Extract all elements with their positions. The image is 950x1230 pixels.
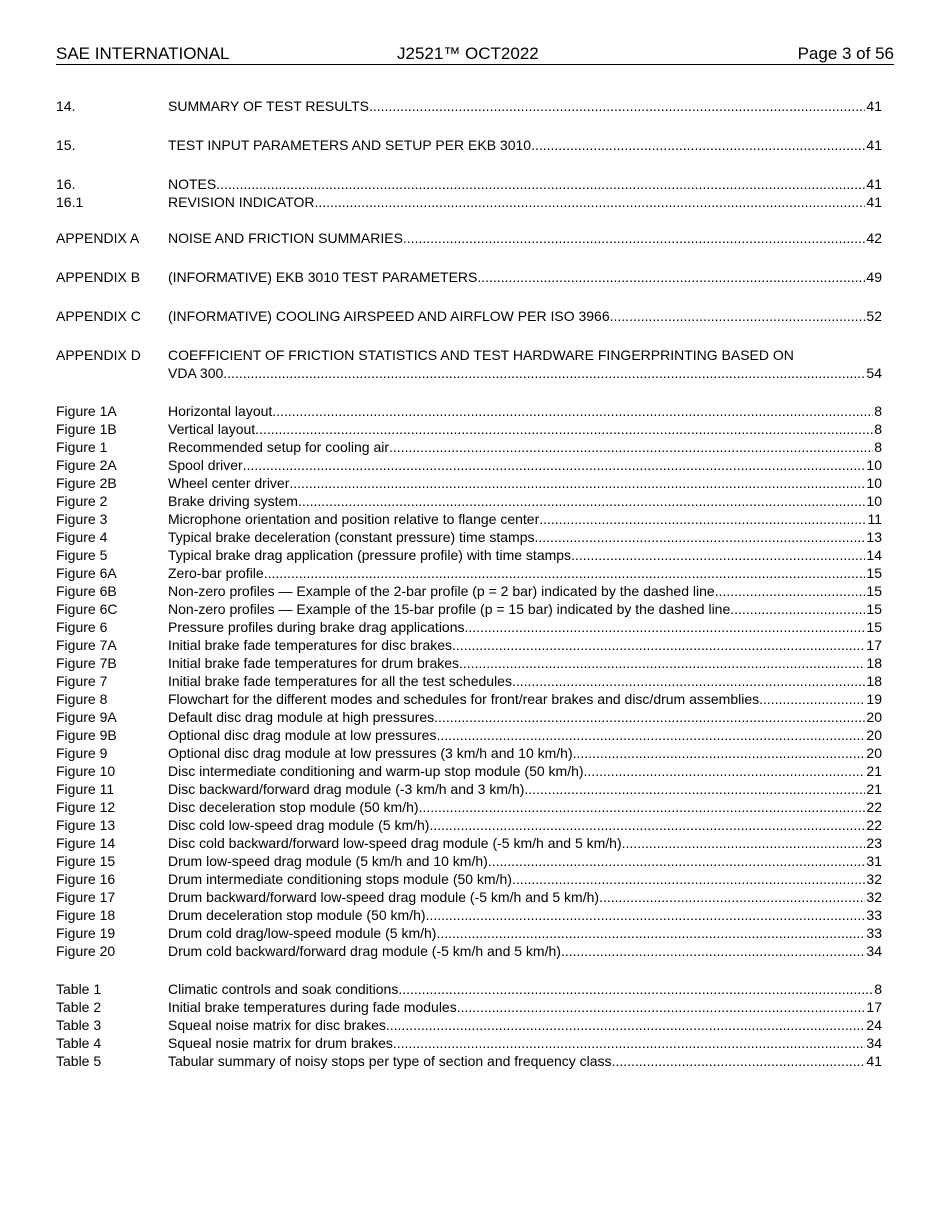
entry-page: 11 xyxy=(867,511,882,527)
figure-entry[interactable] xyxy=(56,762,882,780)
dot-leader xyxy=(289,474,865,492)
entry-title: Typical brake deceleration (constant pressure) time stamps xyxy=(168,529,535,545)
entry-number: Figure 6 xyxy=(56,619,108,635)
entry-number: Figure 7 xyxy=(56,673,108,689)
dot-leader xyxy=(223,364,865,382)
entry-number: Figure 2A xyxy=(56,457,117,473)
dot-leader xyxy=(429,816,865,834)
dot-leader xyxy=(535,528,866,546)
figure-entry[interactable] xyxy=(56,798,882,816)
entry-number: Figure 1A xyxy=(56,403,117,419)
header-document-id: J2521™ OCT2022 xyxy=(397,44,539,63)
entry-number: Table 4 xyxy=(56,1035,102,1051)
entry-title: Initial brake fade temperatures for drum brakes xyxy=(168,655,460,671)
dot-leader xyxy=(315,193,866,211)
entry-page: 32 xyxy=(866,889,882,905)
dot-leader xyxy=(457,998,866,1016)
dot-leader xyxy=(272,402,873,420)
dot-leader xyxy=(386,1016,866,1034)
entry-number: Figure 17 xyxy=(56,889,116,905)
figure-entry[interactable] xyxy=(56,816,882,834)
figure-entry[interactable] xyxy=(56,924,882,942)
entry-title: Optional disc drag module at low pressures xyxy=(168,727,437,743)
figure-entry[interactable] xyxy=(56,420,882,438)
dot-leader xyxy=(584,762,866,780)
entry-title: Initial brake fade temperatures for all the test schedules xyxy=(168,673,512,689)
entry-number: APPENDIX A xyxy=(56,230,140,246)
entry-number: Figure 6A xyxy=(56,565,117,581)
entry-page: 31 xyxy=(866,853,882,869)
entry-number: APPENDIX D xyxy=(56,347,141,363)
entry-number: Table 5 xyxy=(56,1053,102,1069)
entry-title: NOTES xyxy=(168,176,217,192)
entry-page: 54 xyxy=(866,365,882,381)
entry-page: 20 xyxy=(866,727,882,743)
header-page-number: Page 3 of 56 xyxy=(797,44,894,63)
entry-number: Table 2 xyxy=(56,999,102,1015)
dot-leader xyxy=(243,456,866,474)
entry-title: TEST INPUT PARAMETERS AND SETUP PER EKB 3010 xyxy=(168,137,532,153)
entry-title: Disc intermediate conditioning and warm-up stop module (50 km/h) xyxy=(168,763,584,779)
entry-title-line-1: COEFFICIENT OF FRICTION STATISTICS AND TEST HARDWARE FINGERPRINTING BASED ON xyxy=(168,347,794,363)
entry-page: 8 xyxy=(874,403,882,419)
entry-number: Figure 18 xyxy=(56,907,116,923)
entry-title: Drum low-speed drag module (5 km/h and 10 km/h) xyxy=(168,853,488,869)
entry-number: Figure 8 xyxy=(56,691,108,707)
entry-number: Table 1 xyxy=(56,981,102,997)
entry-number: APPENDIX B xyxy=(56,269,141,285)
entry-title: (INFORMATIVE) EKB 3010 TEST PARAMETERS xyxy=(168,269,478,285)
table-entry[interactable] xyxy=(56,1052,882,1070)
entry-number: Figure 2B xyxy=(56,475,117,491)
entry-number: Figure 1 xyxy=(56,439,108,455)
dot-leader xyxy=(512,672,865,690)
table-entry[interactable] xyxy=(56,998,882,1016)
entry-title: NOISE AND FRICTION SUMMARIES xyxy=(168,230,403,246)
entry-page: 41 xyxy=(866,98,882,114)
figure-entry[interactable] xyxy=(56,636,882,654)
dot-leader xyxy=(612,1052,866,1070)
entry-page: 34 xyxy=(866,943,882,959)
dot-leader xyxy=(403,229,866,247)
entry-page: 33 xyxy=(866,925,882,941)
entry-page: 14 xyxy=(866,547,882,563)
entry-title-line-2: VDA 300 xyxy=(168,365,224,381)
table-of-contents xyxy=(56,97,882,1070)
dot-leader xyxy=(436,924,865,942)
entry-page: 10 xyxy=(866,457,882,473)
dot-leader xyxy=(436,726,865,744)
toc-entry-section-15[interactable] xyxy=(56,136,882,154)
dot-leader xyxy=(512,870,865,888)
entry-title: Drum cold backward/forward drag module (-5 km/h and 5 km/h) xyxy=(168,943,561,959)
entry-page: 8 xyxy=(874,421,882,437)
entry-number: Figure 12 xyxy=(56,799,116,815)
figure-entry[interactable] xyxy=(56,852,882,870)
entry-title: (INFORMATIVE) COOLING AIRSPEED AND AIRFLOW PER ISO 3966 xyxy=(168,308,610,324)
figure-entry[interactable] xyxy=(56,510,882,528)
entry-title: Non-zero profiles — Example of the 2-bar profile (p = 2 bar) indicated by the dashed line xyxy=(168,583,715,599)
entry-number: Figure 16 xyxy=(56,871,116,887)
entry-title: Climatic controls and soak conditions xyxy=(168,981,399,997)
entry-page: 18 xyxy=(866,673,882,689)
entry-title: Horizontal layout xyxy=(168,403,273,419)
entry-page: 49 xyxy=(866,269,882,285)
figure-entry[interactable] xyxy=(56,546,882,564)
toc-entry-appendix-a[interactable] xyxy=(56,229,882,247)
dot-leader xyxy=(715,582,866,600)
entry-page: 20 xyxy=(866,709,882,725)
entry-title: Disc cold low-speed drag module (5 km/h) xyxy=(168,817,430,833)
entry-title: Squeal nosie matrix for drum brakes xyxy=(168,1035,393,1051)
entry-title: Pressure profiles during brake drag applications xyxy=(168,619,465,635)
entry-page: 13 xyxy=(866,529,882,545)
dot-leader xyxy=(255,420,873,438)
toc-entry-section-16[interactable] xyxy=(56,175,882,193)
entry-page: 10 xyxy=(866,493,882,509)
entry-number: Figure 9B xyxy=(56,727,117,743)
entry-title: Squeal noise matrix for disc brakes xyxy=(168,1017,386,1033)
entry-number: Figure 9 xyxy=(56,745,108,761)
dot-leader xyxy=(477,268,865,286)
entry-page: 19 xyxy=(866,691,882,707)
dot-leader xyxy=(426,906,866,924)
entry-number: Figure 20 xyxy=(56,943,116,959)
dot-leader xyxy=(216,175,865,193)
dot-leader xyxy=(393,1034,866,1052)
entry-title: REVISION INDICATOR xyxy=(168,194,315,210)
entry-title: Optional disc drag module at low pressures (3 km/h and 10 km/h) xyxy=(168,745,573,761)
entry-title: Vertical layout xyxy=(168,421,256,437)
entry-page: 32 xyxy=(866,871,882,887)
entry-title: Wheel center driver xyxy=(168,475,290,491)
entry-page: 15 xyxy=(866,601,882,617)
entry-page: 21 xyxy=(866,781,882,797)
dot-leader xyxy=(488,852,866,870)
entry-number: Figure 6B xyxy=(56,583,117,599)
entry-title: Spool driver xyxy=(168,457,243,473)
entry-number: Figure 7B xyxy=(56,655,117,671)
entry-number: Figure 7A xyxy=(56,637,117,653)
entry-page: 8 xyxy=(874,439,882,455)
entry-title: Disc cold backward/forward low-speed drag module (-5 km/h and 5 km/h) xyxy=(168,835,622,851)
entry-page: 20 xyxy=(866,745,882,761)
entry-number: Figure 13 xyxy=(56,817,116,833)
entry-page: 42 xyxy=(866,230,882,246)
entry-number: 16.1 xyxy=(56,194,84,210)
dot-leader xyxy=(459,654,865,672)
entry-number: Figure 1B xyxy=(56,421,117,437)
figure-entry[interactable] xyxy=(56,906,882,924)
table-entry[interactable] xyxy=(56,1034,882,1052)
dot-leader xyxy=(264,564,866,582)
entry-title: Zero-bar profile xyxy=(168,565,264,581)
figure-entry[interactable] xyxy=(56,690,882,708)
entry-number: Figure 5 xyxy=(56,547,108,563)
entry-page: 15 xyxy=(866,583,882,599)
entry-number: Figure 14 xyxy=(56,835,116,851)
dot-leader xyxy=(599,888,865,906)
dot-leader xyxy=(759,690,865,708)
dot-leader xyxy=(524,780,865,798)
entry-title: Drum backward/forward low-speed drag module (-5 km/h and 5 km/h) xyxy=(168,889,600,905)
table-entry[interactable] xyxy=(56,980,882,998)
figure-entry[interactable] xyxy=(56,834,882,852)
entry-title: Initial brake fade temperatures for disc brakes xyxy=(168,637,453,653)
entry-title: Disc deceleration stop module (50 km/h) xyxy=(168,799,419,815)
page-header xyxy=(56,44,894,65)
toc-entry-section-14[interactable] xyxy=(56,97,882,115)
figure-entry[interactable] xyxy=(56,528,882,546)
dot-leader xyxy=(730,600,865,618)
entry-number: Figure 15 xyxy=(56,853,116,869)
entry-title: Flowchart for the different modes and schedules for front/rear brakes and disc/drum assemblies xyxy=(168,691,760,707)
figure-entry[interactable] xyxy=(56,942,882,960)
toc-entry-appendix-d-continued[interactable] xyxy=(56,364,882,382)
toc-entry-appendix-c[interactable] xyxy=(56,307,882,325)
dot-leader xyxy=(452,636,865,654)
entry-title: SUMMARY OF TEST RESULTS xyxy=(168,98,369,114)
entry-page: 41 xyxy=(866,194,882,210)
header-organization: SAE INTERNATIONAL xyxy=(56,44,230,63)
figure-entry[interactable] xyxy=(56,438,882,456)
entry-number: Figure 2 xyxy=(56,493,108,509)
entry-number: 16. xyxy=(56,176,76,192)
figure-entry[interactable] xyxy=(56,402,882,420)
entry-page: 22 xyxy=(866,817,882,833)
toc-entry-appendix-b[interactable] xyxy=(56,268,882,286)
table-entry[interactable] xyxy=(56,1016,882,1034)
figure-entry[interactable] xyxy=(56,600,882,618)
entry-title: Drum cold drag/low-speed module (5 km/h) xyxy=(168,925,437,941)
entry-title: Microphone orientation and position relative to flange center xyxy=(168,511,540,527)
dot-leader xyxy=(465,618,866,636)
dot-leader xyxy=(398,980,873,998)
entry-title: Drum intermediate conditioning stops module (50 km/h) xyxy=(168,871,512,887)
entry-page: 33 xyxy=(866,907,882,923)
dot-leader xyxy=(389,438,873,456)
entry-title: Non-zero profiles — Example of the 15-bar profile (p = 15 bar) indicated by the dashed line xyxy=(168,601,731,617)
entry-page: 15 xyxy=(866,619,882,635)
toc-entry-section-16-1[interactable] xyxy=(56,193,882,211)
entry-page: 34 xyxy=(866,1035,882,1051)
entry-title: Default disc drag module at high pressures xyxy=(168,709,435,725)
figure-entry[interactable] xyxy=(56,564,882,582)
figure-entry[interactable] xyxy=(56,888,882,906)
entry-number: Figure 3 xyxy=(56,511,108,527)
entry-number: Figure 10 xyxy=(56,763,116,779)
entry-page: 21 xyxy=(866,763,882,779)
entry-title: Disc backward/forward drag module (-3 km/h and 3 km/h) xyxy=(168,781,525,797)
entry-page: 15 xyxy=(866,565,882,581)
entry-number: Figure 9A xyxy=(56,709,117,725)
entry-title: Recommended setup for cooling air xyxy=(168,439,390,455)
entry-title: Brake driving system xyxy=(168,493,298,509)
entry-number: 15. xyxy=(56,137,76,153)
figure-entry[interactable] xyxy=(56,474,882,492)
entry-page: 17 xyxy=(866,637,882,653)
toc-entry-appendix-d[interactable] xyxy=(56,346,882,364)
entry-page: 17 xyxy=(866,999,882,1015)
dot-leader xyxy=(573,744,866,762)
figure-entry[interactable] xyxy=(56,708,882,726)
entry-page: 41 xyxy=(866,176,882,192)
entry-title: Tabular summary of noisy stops per type of section and frequency class xyxy=(168,1053,612,1069)
entry-number: Figure 11 xyxy=(56,781,115,797)
dot-leader xyxy=(571,546,865,564)
dot-leader xyxy=(298,492,865,510)
figure-entry[interactable] xyxy=(56,654,882,672)
entry-number: Table 3 xyxy=(56,1017,102,1033)
dot-leader xyxy=(419,798,866,816)
entry-page: 8 xyxy=(874,981,882,997)
figure-entry[interactable] xyxy=(56,582,882,600)
figure-entry[interactable] xyxy=(56,618,882,636)
entry-title: Initial brake temperatures during fade modules xyxy=(168,999,457,1015)
entry-page: 23 xyxy=(866,835,882,851)
figure-entry[interactable] xyxy=(56,780,882,798)
entry-page: 41 xyxy=(866,137,882,153)
dot-leader xyxy=(531,136,865,154)
entry-number: APPENDIX C xyxy=(56,308,141,324)
entry-number: 14. xyxy=(56,98,76,114)
list-of-figures xyxy=(56,402,882,960)
figure-entry[interactable] xyxy=(56,672,882,690)
list-of-tables xyxy=(56,980,882,1070)
dot-leader xyxy=(369,97,865,115)
dot-leader xyxy=(539,510,866,528)
entry-page: 22 xyxy=(866,799,882,815)
figure-entry[interactable] xyxy=(56,744,882,762)
entry-title: Typical brake drag application (pressure profile) with time stamps xyxy=(168,547,572,563)
figure-entry[interactable] xyxy=(56,870,882,888)
figure-entry[interactable] xyxy=(56,492,882,510)
figure-entry[interactable] xyxy=(56,726,882,744)
entry-number: Figure 19 xyxy=(56,925,116,941)
dot-leader xyxy=(622,834,866,852)
dot-leader xyxy=(610,307,866,325)
entry-page: 24 xyxy=(866,1017,882,1033)
entry-page: 41 xyxy=(866,1053,882,1069)
figure-entry[interactable] xyxy=(56,456,882,474)
entry-page: 52 xyxy=(866,308,882,324)
entry-page: 18 xyxy=(866,655,882,671)
entry-number: Figure 6C xyxy=(56,601,118,617)
entry-number: Figure 4 xyxy=(56,529,108,545)
entry-title: Drum deceleration stop module (50 km/h) xyxy=(168,907,426,923)
entry-page: 10 xyxy=(866,475,882,491)
dot-leader xyxy=(561,942,865,960)
dot-leader xyxy=(434,708,865,726)
